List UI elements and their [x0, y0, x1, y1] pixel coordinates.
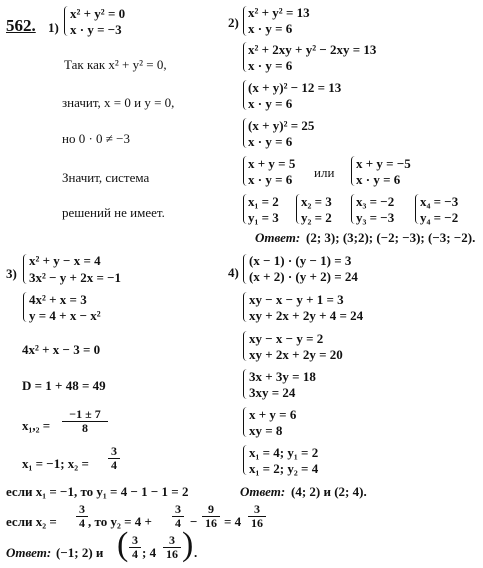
part2-s3-eq2: x · y = 6 [248, 96, 293, 111]
part4-s6-eq1: x₁ = 4; y₁ = 2 [249, 445, 319, 460]
part2-s5b-eq1: x + y = −5 [356, 156, 411, 171]
part3-if2-frac3-num: 9 [202, 503, 220, 517]
part3-discriminant: D = 1 + 48 = 49 [22, 378, 106, 393]
part2-brace-2 [243, 42, 247, 72]
part2-s3-eq1: (x + y)² − 12 = 13 [248, 80, 342, 95]
part3-answer-open-paren: ( [117, 526, 129, 563]
part4-brace-3 [243, 331, 247, 361]
part2-brace-r1 [243, 194, 247, 224]
part3-s1-eq1: x² + y − x = 4 [29, 253, 101, 268]
part2-r2-y: y₂ = 2 [301, 210, 332, 225]
part3-if2-d: = 4 [224, 514, 242, 529]
part3-answer-frac1 [129, 534, 141, 561]
part4-s1-eq1: (x − 1) · (y − 1) = 3 [249, 253, 352, 268]
part3-if2-frac1 [76, 503, 88, 530]
part3-answer-b: ; 4 [142, 545, 157, 560]
part3-x12-fraction [62, 408, 108, 435]
part3-if1: если x₁ = −1, то y₁ = 4 − 1 − 1 = 2 [6, 484, 189, 499]
part2-r4-y: y₄ = −2 [420, 210, 459, 225]
part3-answer-a: (−1; 2) и [56, 545, 104, 560]
part4-s4-eq2: 3xy = 24 [249, 385, 296, 400]
part3-s2-eq2: y = 4 + x − x² [29, 308, 101, 323]
part2-brace-r2 [296, 194, 300, 224]
part2-brace-r4 [415, 194, 419, 224]
part3-if2-frac2-num: 3 [172, 503, 184, 517]
part4-brace-5 [243, 407, 247, 437]
part3-label: 3) [6, 266, 17, 281]
part3-if2-c: − [190, 514, 198, 529]
part2-s5a-eq2: x · y = 6 [248, 172, 293, 187]
part3-x12-label: x₁,₂ = [22, 418, 51, 433]
part4-s2-eq1: xy − x − y + 1 = 3 [249, 292, 344, 307]
part1-text2: значит, x = 0 и y = 0, [62, 95, 175, 110]
part3-x12-denominator: 8 [82, 421, 88, 435]
part3-if2-frac4 [248, 503, 266, 530]
part2-s4-eq1: (x + y)² = 25 [248, 118, 315, 133]
part4-s5-eq2: xy = 8 [249, 423, 283, 438]
part1-text4: Значит, система [62, 170, 150, 185]
part1-text5: решений не имеет. [62, 205, 165, 220]
part2-label: 2) [228, 15, 239, 30]
part2-r2-x: x₂ = 3 [301, 194, 332, 209]
part3-equation: 4x² + x − 3 = 0 [22, 342, 101, 357]
part1-eq2: x · y = −3 [70, 22, 122, 37]
part3-roots-denominator: 4 [111, 458, 117, 472]
part2-r3-y: y₃ = −3 [356, 210, 395, 225]
part2-s1-eq1: x² + y² = 13 [248, 5, 310, 20]
part2-brace-3 [243, 80, 247, 110]
part2-s5a-eq1: x + y = 5 [248, 156, 296, 171]
part3-if2-frac2-den: 4 [175, 516, 181, 530]
part2-r1-y: y₁ = 3 [248, 210, 279, 225]
part3-if2-frac3 [202, 503, 220, 530]
part2-s4-eq2: x · y = 6 [248, 134, 293, 149]
part3-brace-2 [23, 292, 27, 322]
part4-s4-eq1: 3x + 3y = 18 [249, 369, 316, 384]
part3-if2-frac1-num: 3 [76, 503, 88, 517]
part3-if2-a: если x₂ = [6, 514, 57, 529]
part3-if2-frac3-den: 16 [205, 516, 217, 530]
part3-answer-end: . [194, 545, 198, 560]
part3-s1-eq2: 3x² − y + 2x = −1 [29, 270, 122, 285]
part3-answer-frac1-den: 4 [132, 547, 138, 561]
part3-answer-label: Ответ: [6, 545, 52, 560]
part2-r1-x: x₁ = 2 [248, 194, 279, 209]
part3-if2-frac4-den: 16 [251, 516, 263, 530]
part3-brace-1 [23, 254, 27, 284]
part4-brace-6 [243, 445, 247, 475]
part2-brace-r3 [351, 194, 355, 224]
part2-brace-5a [243, 156, 247, 186]
part1-brace [64, 6, 68, 36]
part2-s2-eq2: x · y = 6 [248, 58, 293, 73]
part3-x12-numerator: −1 ± 7 [62, 408, 108, 422]
part1-text3: но 0 · 0 ≠ −3 [62, 131, 131, 146]
part3-s2-eq1: 4x² + x = 3 [29, 292, 87, 307]
problem-number: 562. [6, 16, 36, 35]
part3-answer-frac1-num: 3 [129, 534, 141, 548]
part3-answer-frac2-den: 16 [166, 547, 178, 561]
part4-brace-1 [243, 254, 247, 284]
part4-brace-2 [243, 292, 247, 322]
part3-if2-frac4-num: 3 [248, 503, 266, 517]
part2-s2-eq1: x² + 2xy + y² − 2xy = 13 [248, 42, 377, 57]
part4-s5-eq1: x + y = 6 [249, 407, 297, 422]
part2-or: или [314, 165, 335, 180]
part1-label: 1) [48, 20, 59, 35]
part3-roots-numerator: 3 [108, 445, 120, 459]
part4-brace-4 [243, 369, 247, 399]
part3-answer-frac2-num: 3 [163, 534, 181, 548]
part2-r4-x: x₄ = −3 [420, 194, 459, 209]
part4-s3-eq1: xy − x − y = 2 [249, 331, 324, 346]
part4-answer-label: Ответ: [240, 484, 286, 499]
part2-s5b-eq2: x · y = 6 [356, 172, 401, 187]
part4-s1-eq2: (x + 2) · (y + 2) = 24 [249, 269, 358, 284]
part3-roots: x₁ = −1; x₂ = [22, 456, 89, 471]
part2-answer-label: Ответ: [255, 230, 301, 245]
part2-brace-1 [243, 6, 247, 36]
part2-s1-eq2: x · y = 6 [248, 21, 293, 36]
part3-if2-b: , то y₂ = 4 + [88, 514, 152, 529]
part4-label: 4) [228, 265, 239, 280]
part4-answer: (4; 2) и (2; 4). [291, 484, 367, 499]
part1-text1: Так как x² + y² = 0, [64, 57, 167, 72]
part2-brace-5b [351, 156, 355, 186]
part3-answer-frac2 [163, 534, 181, 561]
part3-if2-frac1-den: 4 [79, 516, 85, 530]
part4-s2-eq2: xy + 2x + 2y + 4 = 24 [249, 308, 364, 323]
part2-brace-4 [243, 118, 247, 148]
part3-roots-fraction [108, 445, 120, 472]
part2-r3-x: x₃ = −2 [356, 194, 395, 209]
part2-answer: (2; 3); (3;2); (−2; −3); (−3; −2). [306, 230, 476, 245]
part4-s6-eq2: x₁ = 2; y₂ = 4 [249, 461, 319, 476]
part3-answer-close-paren: ) [182, 526, 194, 563]
part4-s3-eq2: xy + 2x + 2y = 20 [249, 347, 343, 362]
part1-eq1: x² + y² = 0 [70, 6, 126, 21]
